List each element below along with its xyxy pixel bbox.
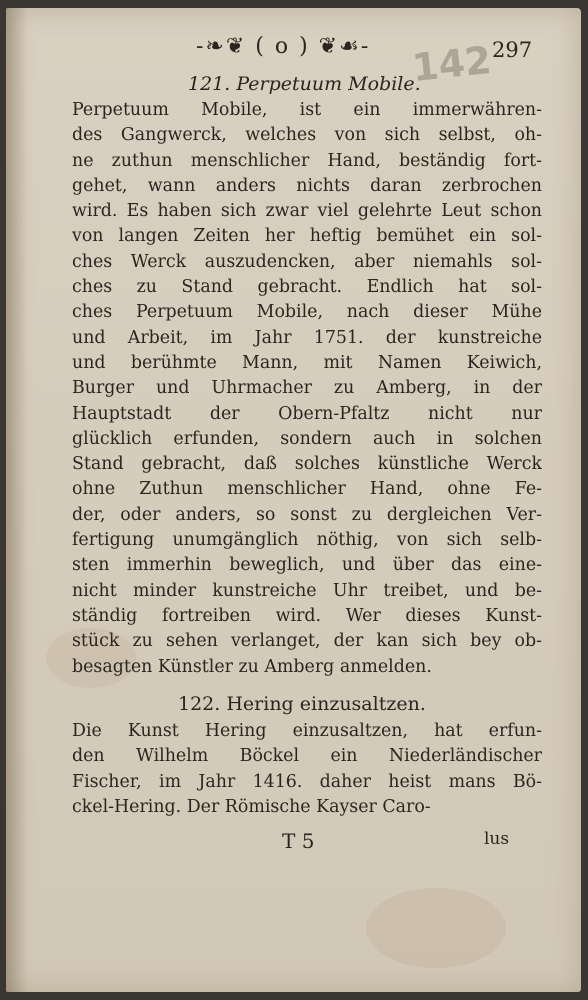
text-line: des Gangwerck, welches von sich selbst, oh- xyxy=(72,125,542,146)
text-line: fertigung unumgänglich nöthig, von sich selb- xyxy=(72,530,542,551)
text-line: der, oder anders, so sonst zu dergleichen Ver- xyxy=(72,504,542,525)
section-body-122 xyxy=(72,719,542,820)
paper-stain xyxy=(366,888,506,968)
signature-mark: T 5 xyxy=(282,829,315,853)
text-line: ohne Zuthun menschlicher Hand, ohne Fe- xyxy=(72,479,542,500)
page-number: 297 xyxy=(492,38,533,62)
text-line: ckel-Hering. Der Römische Kayser Caro- xyxy=(72,796,431,817)
catchword: lus xyxy=(484,829,510,849)
text-line: wird. Es haben sich zwar viel gelehrte Leut schon xyxy=(72,201,542,222)
text-line: ches Perpetuum Mobile, nach dieser Mühe xyxy=(72,302,542,323)
text-line: nicht minder kunstreiche Uhr treibet, und be- xyxy=(72,580,542,601)
text-line: den Wilhelm Böckel ein Niederländischer xyxy=(72,746,542,767)
section-heading-121: 121. Perpetuum Mobile. xyxy=(188,73,421,95)
text-line: glücklich erfunden, sondern auch in solchen xyxy=(72,428,542,449)
text-line: Burger und Uhrmacher zu Amberg, in der xyxy=(72,378,542,399)
section-body-121 xyxy=(72,98,542,680)
text-line: Stand gebracht, daß solches künstliche Werck xyxy=(72,454,542,475)
header-ornament: -❧❦ ( o ) ❦☙- xyxy=(196,34,371,59)
text-line: ches Werck auszudencken, aber niemahls sol- xyxy=(72,251,542,272)
text-line: Hauptstadt der Obern-Pfaltz nicht nur xyxy=(72,403,542,424)
text-line: Die Kunst Hering einzusaltzen, hat erfun- xyxy=(72,721,542,741)
text-line: ne zuthun menschlicher Hand, beständig fort- xyxy=(72,150,542,171)
text-line: und Arbeit, im Jahr 1751. der kunstreiche xyxy=(72,327,542,348)
text-line: ches zu Stand gebracht. Endlich hat sol- xyxy=(72,277,542,298)
text-line: stück zu sehen verlanget, der kan sich bey ob- xyxy=(72,631,542,652)
handwritten-annotation: 142 xyxy=(409,37,494,91)
text-line: besagten Künstler zu Amberg anmelden. xyxy=(72,656,432,677)
text-line: sten immerhin beweglich, und über das eine- xyxy=(72,555,542,576)
text-line: gehet, wann anders nichts daran zerbrochen xyxy=(72,175,542,196)
text-line: von langen Zeiten her heftig bemühet ein sol- xyxy=(72,226,542,247)
text-line: und berühmte Mann, mit Namen Keiwich, xyxy=(72,352,542,373)
text-line: Perpetuum Mobile, ist ein immerwähren- xyxy=(72,100,542,120)
section-heading-122: 122. Hering einzusaltzen. xyxy=(178,693,426,715)
text-line: ständig fortreiben wird. Wer dieses Kunst- xyxy=(72,605,542,626)
text-line: Fischer, im Jahr 1416. daher heist mans Bö- xyxy=(72,771,542,792)
